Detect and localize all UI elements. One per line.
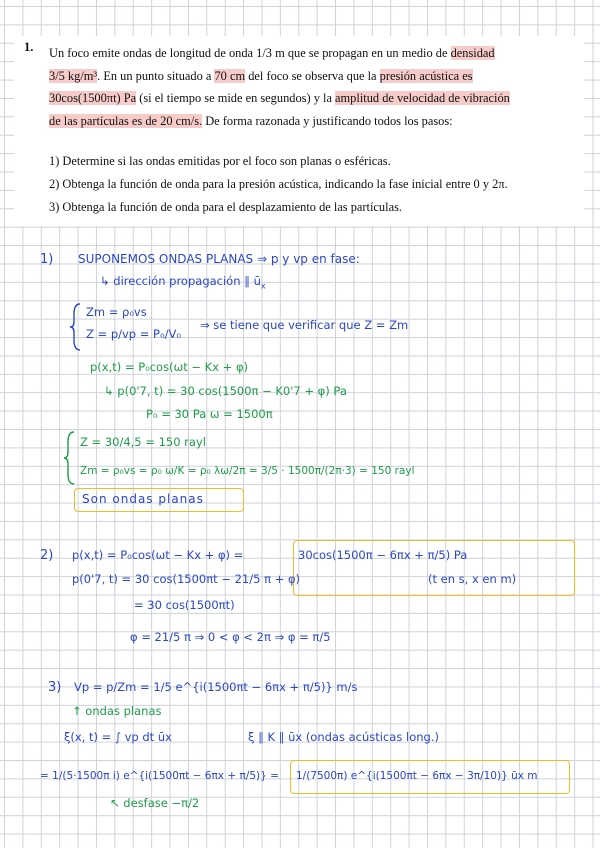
part3-direction-note: ξ ∥ K ∥ ūx (ondas acústicas long.): [248, 730, 439, 744]
problem-line-4: de las partículas es de 20 cm/s. De forma razonada y justificando todos los pasos:: [49, 113, 453, 128]
part3-phase-shift-note: ↖ desfase −π/2: [110, 796, 200, 810]
brace-left-1: [68, 302, 82, 352]
part1-verification: ⇒ se tiene que verificar que Z = Zm: [200, 318, 409, 332]
highlight-pressure-value: 30cos(1500πt) Pa: [49, 91, 137, 105]
part2-pressure-at-point: p(0'7, t) = 30 cos(1500πt − 21/5 π + φ): [72, 572, 301, 586]
part3-displacement-integral: ξ(x, t) = ∫ vp dt ūx: [64, 730, 172, 744]
highlight-pressure: presión acústica es: [379, 68, 473, 83]
brace-left-2: [62, 430, 76, 486]
problem-number: 1.: [24, 40, 34, 54]
part1-number: 1): [40, 252, 54, 267]
part2-phase: φ = 21/5 π ⇒ 0 < φ < 2π ⇒ φ = π/5: [130, 630, 331, 644]
question-1: 1) Determine si las ondas emitidas por el foco son planas o esféricas.: [49, 154, 391, 168]
highlight-density-value: 3/5 kg/m³: [49, 68, 98, 83]
question-2: 2) Obtenga la función de onda para la presión acústica, indicando la fase inicial entre 0 y 2π.: [49, 177, 508, 191]
part1-conclusion: Son ondas planas: [82, 492, 204, 506]
part1-z-definition: Z = p/vp = P₀/V₀: [86, 327, 181, 341]
problem-statement: [14, 36, 584, 226]
highlight-velocity-value: de las partículas es de 20 cm/s.: [49, 113, 203, 128]
part2-number: 2): [40, 548, 54, 563]
part1-z-value: Z = 30/4,5 = 150 rayl: [80, 435, 206, 449]
problem-line-3: 30cos(1500πt) Pa (si el tiempo se mide en segundos) y la amplitud de velocidad de vibración: [49, 91, 510, 105]
part1-pressure-at-point: ↳ p(0'7, t) = 30 cos(1500π − K0'7 + φ) Pa: [104, 384, 347, 398]
part3-number: 3): [48, 680, 62, 695]
part1-direction: ↳ dirección propagación ∥ $ū_x$: [100, 274, 266, 291]
part2-units: (t en s, x en m): [428, 572, 517, 586]
part3-result-step: = 1/(5·1500π i) e^{i(1500πt − 6πx + π/5)} =: [40, 770, 279, 782]
part1-pressure-wave: p(x,t) = P₀cos(ωt − Kx + φ): [90, 360, 249, 374]
part3-result: 1/(7500π) e^{i(1500πt − 6πx − 3π/10)} ūx m: [296, 770, 538, 782]
part1-assumption: SUPONEMOS ONDAS PLANAS ⇒ p y vp en fase:: [78, 252, 360, 266]
part3-plane-note: ↑ ondas planas: [72, 704, 162, 718]
part3-velocity: Vp = p/Zm = 1/5 e^{i(1500πt − 6πx + π/5)} m/s: [74, 680, 358, 694]
part2-wave-equation: p(x,t) = P₀cos(ωt − Kx + φ) =: [72, 548, 244, 562]
question-3: 3) Obtenga la función de onda para el desplazamiento de las partículas.: [49, 200, 402, 214]
part1-zm-definition: Zm = ρ₀vs: [86, 305, 147, 319]
part1-values: P₀ = 30 Pa ω = 1500π: [146, 407, 273, 421]
highlight-distance: 70 cm: [214, 68, 246, 83]
part1-zm-value: Zm = ρ₀vs = ρ₀ ω/K = ρ₀ λω/2π = 3/5 · 1500π/(2π·3) = 150 rayl: [80, 465, 415, 477]
highlight-velocity: amplitud de velocidad de vibración: [335, 91, 510, 105]
problem-line-2: 3/5 kg/m³. En un punto situado a 70 cm del foco se observa que la presión acústica es: [49, 68, 473, 83]
problem-line-1: Un foco emite ondas de longitud de onda 1/3 m que se propagan en un medio de densidad: [49, 46, 495, 60]
part2-observed: = 30 cos(1500πt): [134, 598, 235, 612]
part2-result: 30cos(1500π − 6πx + π/5) Pa: [298, 548, 468, 562]
highlight-density: densidad: [450, 46, 495, 60]
